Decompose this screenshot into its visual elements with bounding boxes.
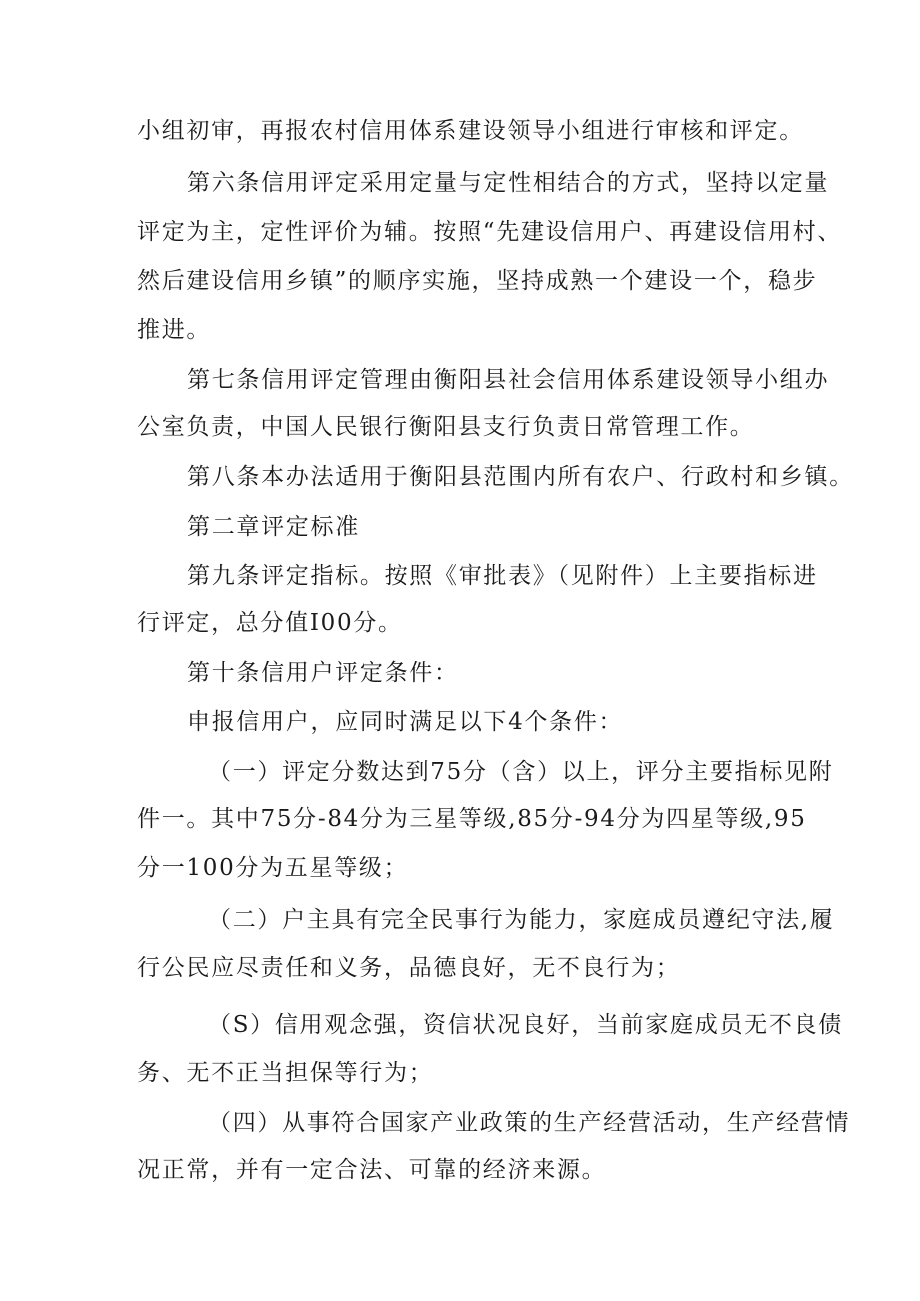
condition-2-line: （二）户主具有完全民事行为能力，家庭成员遵纪守法,履 (208, 907, 835, 933)
text-line: 况正常，并有一定合法、可靠的经济来源。 (137, 1157, 607, 1183)
text-line: 推进。 (137, 317, 212, 343)
condition-3-line: （S）信用观念强，资信状况良好，当前家庭成员无不良债 (208, 1012, 843, 1038)
text-line: 行公民应尽责任和义务，品德良好，无不良行为； (137, 955, 681, 981)
text-line: 务、无不正当担保等行为； (137, 1060, 434, 1086)
article-9-line: 第九条评定指标。按照《审批表》（见附件）上主要指标进 (187, 563, 818, 589)
article-7-line: 第七条信用评定管理由衡阳县社会信用体系建设领导小组办 (187, 367, 830, 393)
text-line: 然后建设信用乡镇”的顺序实施，坚持成熟一个建设一个，稳步 (137, 268, 818, 294)
article-8-line: 第八条本办法适用于衡阳县范围内所有农户、行政村和乡镇。 (187, 464, 854, 490)
text-line: 评定为主，定性评价为辅。按照“先建设信用户、再建设信用村、 (137, 219, 843, 245)
article-6-line: 第六条信用评定采用定量与定性相结合的方式，坚持以定量 (187, 170, 830, 196)
text-line: 公室负责，中国人民银行衡阳县支行负责日常管理工作。 (137, 414, 755, 440)
condition-4-line: （四）从事符合国家产业政策的生产经营活动，生产经营情 (208, 1110, 851, 1136)
text-line: 件一。其中75分-84分为三星等级,85分-94分为四星等级,95 (137, 806, 807, 832)
text-line: 分一100分为五星等级； (137, 855, 409, 881)
chapter-heading: 第二章评定标准 (187, 514, 360, 540)
condition-1-line: （一）评定分数达到75分（含）以上，评分主要指标见附 (208, 759, 834, 785)
text-line: 申报信用户，应同时满足以下4个条件： (187, 709, 624, 735)
text-line: 小组初审，再报农村信用体系建设领导小组进行审核和评定。 (137, 118, 804, 144)
article-10-line: 第十条信用户评定条件： (187, 660, 459, 686)
text-line: 行评定，总分值I00分。 (137, 610, 403, 636)
